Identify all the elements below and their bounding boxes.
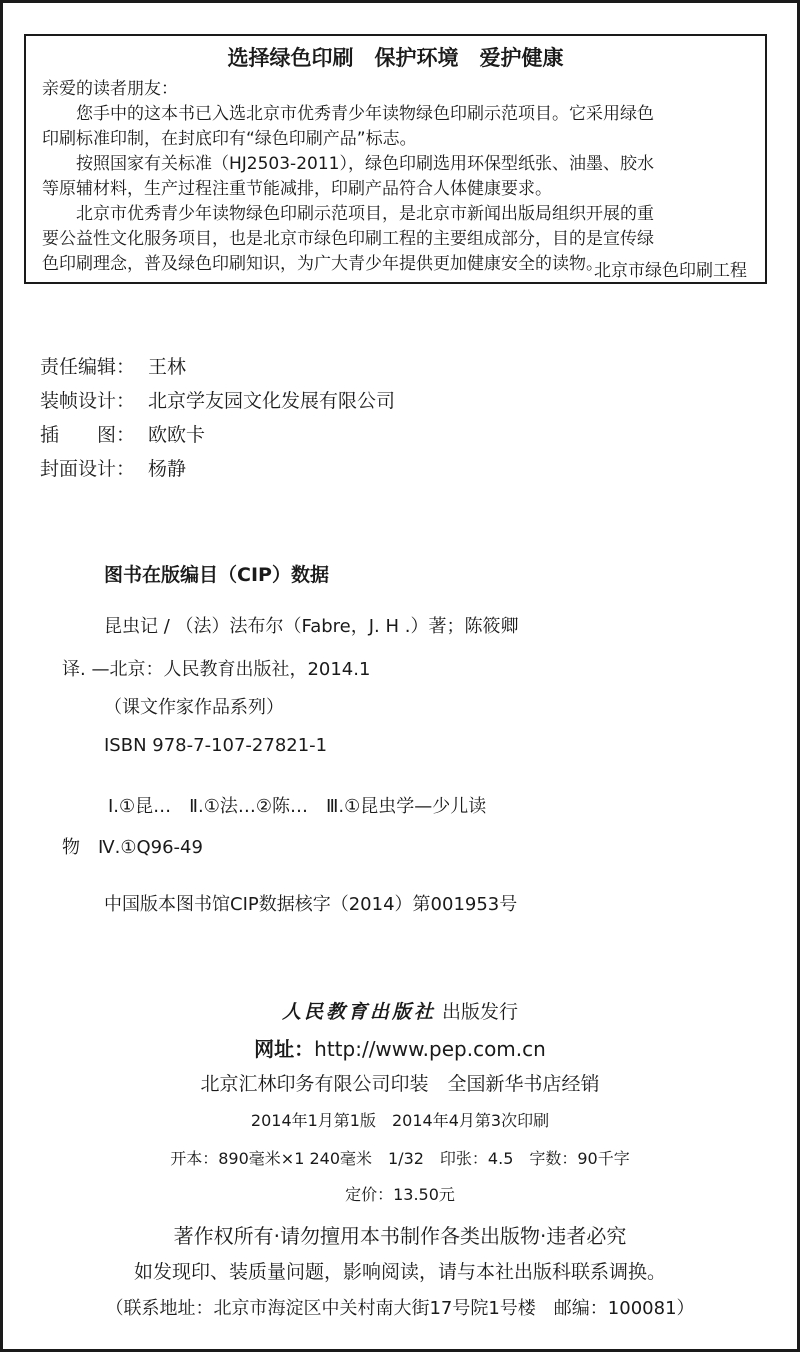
notice-line: 要公益性文化服务项目，也是北京市绿色印刷工程的主要组成部分，目的是宣传绿	[42, 229, 654, 249]
notice-line: 色印刷理念，普及绿色印刷知识，为广大青少年提供更加健康安全的读物。	[42, 254, 603, 274]
credit-value: 王林	[148, 356, 187, 378]
cip-isbn: ISBN 978-7-107-27821-1	[104, 735, 328, 756]
cip-line: 物 Ⅳ.①Q96-49	[62, 837, 203, 858]
cip-line: （课文作家作品系列）	[104, 697, 284, 718]
publisher-line	[0, 997, 800, 1024]
edition-line: 2014年1月第1版 2014年4月第3次印刷	[250, 1111, 550, 1130]
credit-key: 封面设计：	[40, 458, 136, 480]
notice-line: 您手中的这本书已入选北京市优秀青少年读物绿色印刷示范项目。它采用绿色	[42, 104, 654, 124]
notice-title: 选择绿色印刷 保护环境 爱护健康	[227, 46, 564, 70]
notice-greeting: 亲爱的读者朋友：	[42, 79, 178, 99]
cip-line: 译. —北京：人民教育出版社，2014.1	[62, 659, 371, 680]
publisher-suffix: 出版发行	[435, 1001, 519, 1023]
website-url[interactable]: http://www.pep.com.cn	[314, 1037, 546, 1061]
notice-line: 印刷标准印制，在封底印有“绿色印刷产品”标志。	[42, 129, 417, 149]
notice-line: 等原辅材料，生产过程注重节能减排，印刷产品符合人体健康要求。	[42, 179, 552, 199]
credit-value: 欧欧卡	[148, 424, 206, 446]
contact-line: （联系地址：北京市海淀区中关村南大街17号院1号楼 邮编：100081）	[105, 1298, 695, 1319]
specs-line: 开本：890毫米×1 240毫米 1/32 印张：4.5 字数：90千字	[170, 1149, 630, 1168]
credit-key: 插 图：	[40, 424, 136, 446]
cip-title: 图书在版编目（CIP）数据	[104, 564, 329, 586]
notice-line: 北京市优秀青少年读物绿色印刷示范项目，是北京市新闻出版局组织开展的重	[42, 204, 654, 224]
printer-line: 北京汇林印务有限公司印装 全国新华书店经销	[200, 1073, 600, 1095]
green-printing-notice	[24, 34, 767, 284]
copyright-line: 著作权所有·请勿擅用本书制作各类出版物·违者必究	[173, 1224, 627, 1248]
notice-signature: 北京市绿色印刷工程	[594, 261, 747, 281]
cip-line: Ⅰ.①昆… Ⅱ.①法…②陈… Ⅲ.①昆虫学—少儿读	[108, 796, 487, 817]
credit-value: 北京学友园文化发展有限公司	[148, 390, 396, 412]
credit-value: 杨静	[148, 458, 187, 480]
website-label: 网址：	[254, 1037, 315, 1061]
credit-illustration	[40, 420, 205, 447]
credit-editor	[40, 352, 186, 379]
cip-record-number: 中国版本图书馆CIP数据核字（2014）第001953号	[104, 894, 518, 915]
notice-line: 按照国家有关标准（HJ2503-2011），绿色印刷选用环保型纸张、油墨、胶水	[42, 154, 654, 174]
credit-key: 装帧设计：	[40, 390, 136, 412]
website-line	[0, 1033, 800, 1062]
credit-cover-design	[40, 454, 186, 481]
price-line: 定价：13.50元	[345, 1185, 455, 1204]
cip-line: 昆虫记 / （法）法布尔（Fabre，J. H .）著；陈筱卿	[104, 616, 519, 637]
publisher-logo: 人民教育出版社	[281, 1001, 436, 1023]
quality-line: 如发现印、装质量问题，影响阅读，请与本社出版科联系调换。	[133, 1261, 666, 1283]
credit-binding-design	[40, 386, 395, 413]
credit-key: 责任编辑：	[40, 356, 136, 378]
